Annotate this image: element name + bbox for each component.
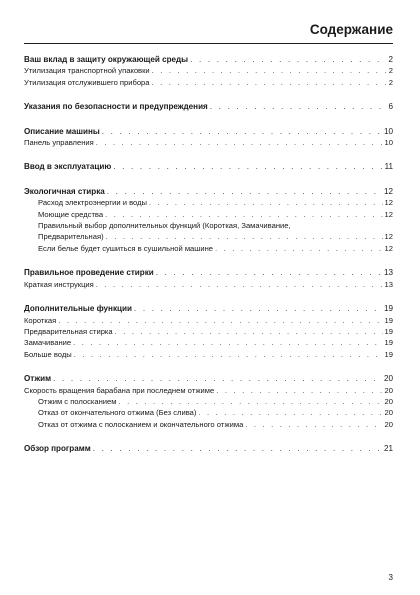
toc-leader-dots (102, 126, 382, 137)
toc-subentry[interactable] (24, 220, 393, 243)
toc-chapter-entry[interactable] (24, 161, 393, 172)
toc-subentry[interactable] (24, 349, 393, 360)
toc-subentry[interactable] (24, 326, 393, 337)
toc-entry-page: 10 (384, 138, 393, 148)
toc-entry-page: 19 (384, 349, 393, 359)
toc-entry-page: 20 (384, 396, 393, 406)
page-title: Содержание (309, 22, 393, 37)
toc-leader-dots (106, 231, 383, 242)
toc-entry-page: 19 (383, 304, 393, 314)
toc-entry-page: 2 (388, 66, 393, 76)
toc-entry-label: Ваш вклад в защиту окружающей среды (24, 55, 189, 64)
toc-leader-dots (93, 443, 382, 454)
toc-section (24, 303, 393, 360)
toc-leader-dots (53, 373, 382, 384)
toc-entry-label: Отказ от отжима с полосканием и окончательного отжима (38, 419, 244, 429)
toc-subentry[interactable] (24, 209, 393, 220)
toc-chapter-entry[interactable] (24, 54, 393, 65)
toc-entry-page: 19 (384, 326, 393, 336)
toc-entry-page: 2 (388, 55, 393, 64)
toc-entry-label: Краткая инструкция (24, 279, 94, 289)
toc-subentry[interactable] (24, 396, 393, 407)
toc-entry-label: Если белье будет сушиться в сушильной машине (38, 243, 214, 253)
toc-subentry[interactable] (24, 197, 393, 208)
toc-entry-label: Правильное проведение стирки (24, 268, 154, 278)
toc-subentry[interactable] (24, 137, 393, 148)
toc-section (24, 443, 393, 454)
toc-section (24, 54, 393, 88)
toc-entry-page: 20 (384, 408, 393, 418)
toc-entry-page: 20 (384, 385, 393, 395)
toc-subentry[interactable] (24, 315, 393, 326)
toc-leader-dots (152, 65, 387, 76)
toc-leader-dots (73, 337, 382, 348)
toc-entry-page: 10 (383, 126, 393, 136)
toc-leader-dots (107, 186, 382, 197)
toc-entry-label: Больше воды (24, 349, 72, 359)
toc-entry-page: 13 (383, 268, 393, 278)
toc-leader-dots (216, 385, 382, 396)
toc-leader-dots (190, 54, 386, 65)
page-number: 3 (388, 573, 393, 582)
toc-chapter-entry[interactable] (24, 303, 393, 314)
toc-chapter-entry[interactable] (24, 443, 393, 454)
toc-entry-page: 19 (384, 338, 393, 348)
toc-entry-page: 19 (384, 315, 393, 325)
toc-entry-label: Описание машины (24, 126, 100, 136)
toc-leader-dots (119, 396, 383, 407)
toc-leader-dots (134, 303, 382, 314)
header-divider (24, 43, 393, 44)
toc-subentry[interactable] (24, 407, 393, 418)
toc-section (24, 161, 393, 172)
toc-entry-label: Отказ от окончательного отжима (Без слива) (38, 408, 197, 418)
toc-chapter-entry[interactable] (24, 126, 393, 137)
toc-entry-page: 12 (383, 186, 393, 196)
toc-chapter-entry[interactable] (24, 101, 393, 112)
toc-entry-label: Дополнительные функции (24, 304, 132, 314)
toc-entry-label: Указания по безопасности и предупреждения (24, 102, 208, 112)
toc-leader-dots (105, 209, 382, 220)
toc-section (24, 267, 393, 290)
toc-entry-label: Короткая (24, 315, 57, 325)
toc-entry-page: 2 (388, 77, 393, 87)
toc-entry-label-continued: Предварительная) (38, 232, 104, 242)
toc-entry-label: Обзор программ (24, 444, 91, 454)
toc-entry-page: 11 (384, 162, 393, 172)
toc-subentry[interactable] (24, 337, 393, 348)
toc-entry-label: Отжим с полосканием (38, 396, 117, 406)
toc-chapter-entry[interactable] (24, 186, 393, 197)
toc-entry-page: 6 (388, 102, 393, 112)
toc-leader-dots (198, 407, 382, 418)
toc-entry-page: 20 (383, 374, 393, 384)
toc-section (24, 101, 393, 112)
toc-entry-label: Панель управления (24, 138, 94, 148)
toc-entry-label: Правильный выбор дополнительных функций (Короткая, Замачивание, (38, 221, 291, 231)
toc-subentry[interactable] (24, 65, 393, 76)
toc-leader-dots (152, 77, 387, 88)
toc-entry-page: 12 (384, 198, 393, 208)
toc-leader-dots (96, 279, 383, 290)
toc-entry-label: Моющие средства (38, 209, 104, 219)
toc-section (24, 126, 393, 149)
toc-section (24, 186, 393, 254)
toc-entry-page: 13 (384, 279, 393, 289)
toc-entry-label: Ввод в эксплуатацию (24, 162, 112, 172)
toc-subentry[interactable] (24, 77, 393, 88)
toc-entry-label: Предварительная стирка (24, 326, 113, 336)
table-of-contents (24, 54, 393, 468)
toc-leader-dots (96, 137, 383, 148)
toc-section (24, 373, 393, 430)
toc-chapter-entry[interactable] (24, 373, 393, 384)
toc-entry-label: Экологичная стирка (24, 186, 105, 196)
toc-leader-dots (215, 243, 383, 254)
toc-leader-dots (149, 197, 383, 208)
toc-leader-dots (156, 267, 382, 278)
toc-leader-dots (58, 315, 382, 326)
toc-entry-label: Расход электроэнергии и воды (38, 198, 147, 208)
toc-entry-page: 12 (384, 232, 393, 242)
toc-entry-page: 12 (384, 243, 393, 253)
toc-subentry[interactable] (24, 243, 393, 254)
toc-entry-label: Отжим (24, 374, 52, 384)
toc-entry-page: 21 (383, 444, 393, 454)
toc-entry-label: Утилизация отслужившего прибора (24, 77, 150, 87)
toc-leader-dots (113, 161, 382, 172)
toc-leader-dots (115, 326, 383, 337)
toc-leader-dots (74, 349, 383, 360)
toc-chapter-entry[interactable] (24, 267, 393, 278)
toc-subentry[interactable] (24, 419, 393, 430)
toc-subentry[interactable] (24, 279, 393, 290)
toc-entry-label: Скорость вращения барабана при последнем отжиме (24, 385, 215, 395)
toc-leader-dots (210, 101, 387, 112)
toc-entry-label: Утилизация транспортной упаковки (24, 66, 150, 76)
toc-entry-page: 20 (384, 419, 393, 429)
toc-leader-dots (245, 419, 382, 430)
toc-entry-label: Замачивание (24, 338, 72, 348)
toc-entry-page: 12 (384, 209, 393, 219)
toc-subentry[interactable] (24, 385, 393, 396)
